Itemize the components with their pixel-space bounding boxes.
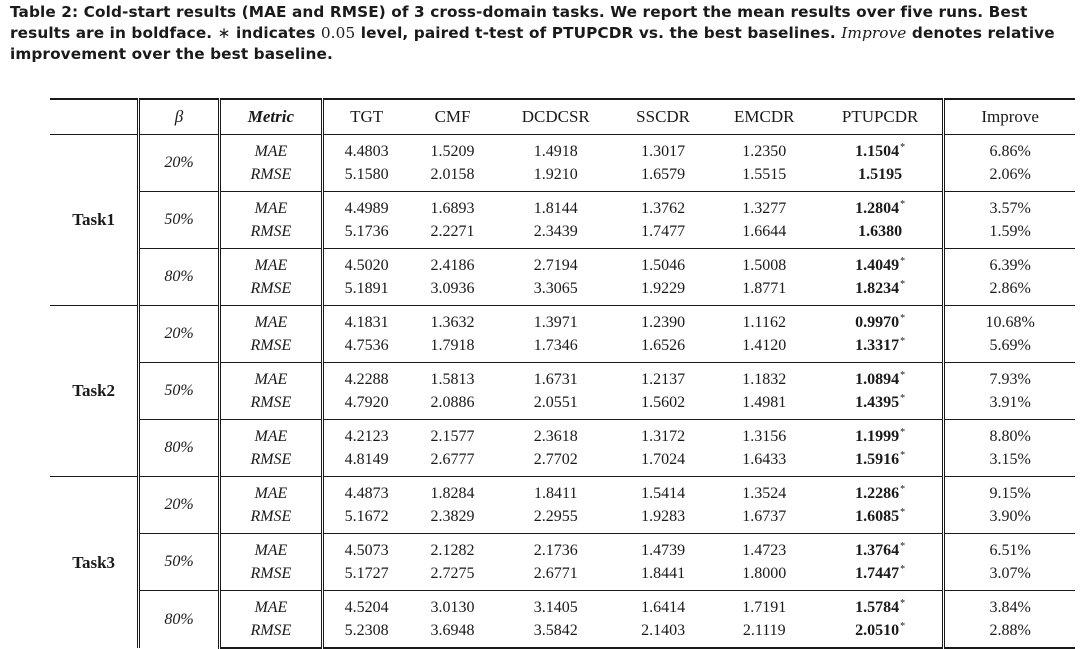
caption-star: ∗ bbox=[217, 24, 231, 42]
value-cell: 1.7346 bbox=[533, 336, 578, 354]
value-cell: 1.3762 bbox=[616, 192, 711, 221]
metric-label: MAE bbox=[219, 534, 322, 563]
best-value-cell bbox=[818, 277, 944, 306]
improve-cell: 3.07% bbox=[989, 564, 1031, 582]
table-row bbox=[50, 249, 1075, 278]
best-value: 1.5195 bbox=[858, 165, 903, 183]
value-cell: 5.2308 bbox=[322, 619, 409, 648]
value-cell: 4.2123 bbox=[322, 420, 409, 449]
value-cell: 4.4873 bbox=[322, 477, 409, 506]
value-cell: 3.3065 bbox=[533, 279, 578, 297]
metric-label: MAE bbox=[219, 477, 322, 506]
value-cell: 4.4989 bbox=[322, 192, 409, 221]
best-value: 1.0894 bbox=[855, 371, 900, 388]
best-value: 1.1504 bbox=[855, 143, 900, 160]
value-cell: 1.6579 bbox=[641, 165, 686, 183]
beta-value: 80% bbox=[139, 420, 220, 477]
best-value-cell bbox=[818, 306, 944, 335]
caption-improve-word: Improve bbox=[841, 24, 907, 42]
caption-level: 0.05 bbox=[320, 24, 356, 42]
value-cell: 1.8411 bbox=[496, 477, 616, 506]
value-cell: 1.7477 bbox=[641, 222, 686, 240]
value-cell: 5.1580 bbox=[344, 165, 389, 183]
value-cell: 1.4120 bbox=[742, 336, 787, 354]
value-cell: 4.4803 bbox=[344, 142, 389, 160]
metric-label: MAE bbox=[219, 420, 322, 449]
value-cell: 1.3632 bbox=[409, 306, 496, 335]
caption-text-2: indicates bbox=[230, 24, 321, 42]
metric-label: MAE bbox=[219, 591, 322, 620]
task-label: Task2 bbox=[50, 306, 139, 477]
best-value: 1.3317 bbox=[855, 337, 900, 354]
value-cell: 1.8000 bbox=[742, 564, 787, 582]
best-value: 1.5784 bbox=[855, 599, 900, 616]
value-cell: 2.7702 bbox=[533, 450, 578, 468]
metric-label: RMSE bbox=[219, 163, 322, 192]
best-value-cell bbox=[818, 477, 944, 506]
best-value-cell bbox=[818, 192, 944, 221]
value-cell: 1.9229 bbox=[641, 279, 686, 297]
task-label: Task3 bbox=[50, 477, 139, 649]
value-cell: 3.6948 bbox=[409, 619, 496, 648]
table-caption bbox=[10, 2, 1074, 65]
improve-cell: 2.86% bbox=[989, 279, 1031, 297]
best-value: 1.3764 bbox=[855, 542, 900, 559]
value-cell: 1.5008 bbox=[711, 249, 818, 278]
improve-cell: 6.86% bbox=[989, 142, 1031, 160]
value-cell: 1.9210 bbox=[533, 165, 578, 183]
best-value-cell bbox=[818, 363, 944, 392]
value-cell: 2.1282 bbox=[409, 534, 496, 563]
value-cell: 1.3971 bbox=[496, 306, 616, 335]
value-cell: 1.1832 bbox=[711, 363, 818, 392]
header-improve: Improve bbox=[944, 99, 1075, 135]
improve-cell: 1.59% bbox=[989, 222, 1031, 240]
metric-label: RMSE bbox=[219, 562, 322, 591]
metric-label: MAE bbox=[219, 306, 322, 335]
significance-mark: * bbox=[900, 256, 906, 267]
value-cell: 2.3439 bbox=[533, 222, 578, 240]
value-cell: 2.4186 bbox=[409, 249, 496, 278]
value-cell: 2.6777 bbox=[430, 450, 475, 468]
caption-text-3: level, paired t-test of PTUPCDR vs. the best baselines. bbox=[355, 24, 842, 42]
header-row bbox=[50, 99, 1075, 135]
value-cell: 1.5515 bbox=[742, 165, 787, 183]
significance-mark: * bbox=[900, 427, 906, 438]
value-cell: 1.4918 bbox=[533, 142, 578, 160]
value-cell: 5.1736 bbox=[344, 222, 389, 240]
header-metric: Metric bbox=[219, 99, 322, 135]
significance-mark: * bbox=[900, 336, 906, 347]
significance-mark: * bbox=[900, 370, 906, 381]
value-cell: 2.0551 bbox=[533, 393, 578, 411]
table-row bbox=[50, 534, 1075, 563]
value-cell: 2.7194 bbox=[496, 249, 616, 278]
best-value-cell bbox=[818, 249, 944, 278]
metric-label: MAE bbox=[219, 363, 322, 392]
best-value: 1.1999 bbox=[855, 428, 900, 445]
value-cell: 4.5020 bbox=[322, 249, 409, 278]
results-table bbox=[50, 98, 1075, 649]
header-model-cmf: CMF bbox=[409, 99, 496, 135]
value-cell: 1.8771 bbox=[742, 279, 787, 297]
significance-mark: * bbox=[900, 142, 906, 153]
metric-label: RMSE bbox=[219, 505, 322, 534]
significance-mark: * bbox=[900, 598, 906, 609]
value-cell: 2.2955 bbox=[533, 507, 578, 525]
value-cell: 1.4723 bbox=[711, 534, 818, 563]
value-cell: 1.8441 bbox=[641, 564, 686, 582]
beta-value: 20% bbox=[139, 135, 220, 192]
improve-cell: 3.15% bbox=[989, 450, 1031, 468]
value-cell: 5.1727 bbox=[344, 564, 389, 582]
value-cell: 1.9283 bbox=[641, 507, 686, 525]
table-row bbox=[50, 477, 1075, 506]
value-cell: 1.5414 bbox=[616, 477, 711, 506]
best-value: 0.9970 bbox=[855, 314, 900, 331]
value-cell: 4.8149 bbox=[344, 450, 389, 468]
value-cell: 1.6414 bbox=[616, 591, 711, 620]
best-value-cell bbox=[818, 420, 944, 449]
improve-cell: 2.06% bbox=[989, 165, 1031, 183]
value-cell: 1.7024 bbox=[641, 450, 686, 468]
value-cell: 1.3172 bbox=[616, 420, 711, 449]
significance-mark: * bbox=[900, 507, 906, 518]
value-cell: 1.5046 bbox=[616, 249, 711, 278]
value-cell: 3.0130 bbox=[409, 591, 496, 620]
value-cell: 1.6731 bbox=[496, 363, 616, 392]
significance-mark: * bbox=[900, 564, 906, 575]
header-model-ptupcdr: PTUPCDR bbox=[818, 99, 944, 135]
improve-cell: 10.68% bbox=[944, 306, 1075, 335]
caption-text-4: denotes relative improvement over the best baseline. bbox=[10, 24, 1055, 63]
best-value: 1.4049 bbox=[855, 257, 900, 274]
best-value: 2.0510 bbox=[855, 622, 900, 639]
beta-value: 20% bbox=[139, 306, 220, 363]
improve-cell: 8.80% bbox=[944, 420, 1075, 449]
best-value-cell bbox=[818, 391, 944, 420]
beta-value: 80% bbox=[139, 249, 220, 306]
value-cell: 1.7191 bbox=[711, 591, 818, 620]
value-cell: 4.1831 bbox=[322, 306, 409, 335]
value-cell: 2.7275 bbox=[430, 564, 475, 582]
value-cell: 1.3156 bbox=[711, 420, 818, 449]
value-cell: 1.8144 bbox=[496, 192, 616, 221]
best-value-cell bbox=[818, 534, 944, 563]
best-value: 1.4395 bbox=[855, 394, 900, 411]
improve-cell: 3.84% bbox=[944, 591, 1075, 620]
value-cell: 4.7920 bbox=[344, 393, 389, 411]
best-value-cell bbox=[818, 448, 944, 477]
best-value: 1.6085 bbox=[855, 508, 900, 525]
metric-label: RMSE bbox=[219, 619, 322, 648]
value-cell: 1.2390 bbox=[616, 306, 711, 335]
value-cell: 1.2137 bbox=[616, 363, 711, 392]
improve-cell: 5.69% bbox=[989, 336, 1031, 354]
value-cell: 1.8284 bbox=[409, 477, 496, 506]
best-value-cell bbox=[818, 135, 944, 164]
improve-cell: 6.39% bbox=[944, 249, 1075, 278]
value-cell: 2.1736 bbox=[496, 534, 616, 563]
value-cell: 4.5204 bbox=[322, 591, 409, 620]
value-cell: 2.0886 bbox=[430, 393, 475, 411]
value-cell: 1.5602 bbox=[641, 393, 686, 411]
value-cell: 1.6526 bbox=[641, 336, 686, 354]
table-body bbox=[50, 135, 1075, 649]
table-row bbox=[50, 135, 1075, 164]
best-value-cell bbox=[818, 220, 944, 249]
value-cell: 2.0158 bbox=[430, 165, 475, 183]
beta-value: 50% bbox=[139, 363, 220, 420]
best-value-cell bbox=[818, 505, 944, 534]
value-cell: 1.3524 bbox=[711, 477, 818, 506]
metric-label: RMSE bbox=[219, 334, 322, 363]
best-value: 1.7447 bbox=[855, 565, 900, 582]
improve-cell: 2.88% bbox=[944, 619, 1075, 648]
metric-label: RMSE bbox=[219, 391, 322, 420]
best-value: 1.8234 bbox=[855, 280, 900, 297]
improve-cell: 3.90% bbox=[989, 507, 1031, 525]
results-table-wrapper bbox=[50, 98, 1075, 639]
value-cell: 2.2271 bbox=[430, 222, 475, 240]
header-model-tgt: TGT bbox=[322, 99, 409, 135]
value-cell: 2.3829 bbox=[430, 507, 475, 525]
improve-cell: 3.91% bbox=[989, 393, 1031, 411]
value-cell: 1.6433 bbox=[742, 450, 787, 468]
header-task bbox=[50, 99, 139, 135]
best-value-cell bbox=[818, 591, 944, 620]
header-beta: β bbox=[139, 99, 220, 135]
table-row bbox=[50, 192, 1075, 221]
header-model-sscdr: SSCDR bbox=[616, 99, 711, 135]
best-value-cell bbox=[818, 334, 944, 363]
best-value-cell bbox=[818, 562, 944, 591]
best-value: 1.2804 bbox=[855, 200, 900, 217]
significance-mark: * bbox=[900, 313, 906, 324]
significance-mark: * bbox=[900, 393, 906, 404]
value-cell: 1.1162 bbox=[711, 306, 818, 335]
beta-value: 50% bbox=[139, 192, 220, 249]
improve-cell: 3.57% bbox=[944, 192, 1075, 221]
header-model-emcdr: EMCDR bbox=[711, 99, 818, 135]
metric-label: RMSE bbox=[219, 448, 322, 477]
value-cell: 1.5813 bbox=[409, 363, 496, 392]
value-cell: 1.3017 bbox=[641, 142, 686, 160]
metric-label: RMSE bbox=[219, 277, 322, 306]
value-cell: 2.6771 bbox=[533, 564, 578, 582]
significance-mark: * bbox=[900, 199, 906, 210]
value-cell: 4.7536 bbox=[344, 336, 389, 354]
best-value: 1.6380 bbox=[858, 222, 903, 240]
metric-label: MAE bbox=[219, 249, 322, 278]
significance-mark: * bbox=[900, 484, 906, 495]
value-cell: 5.1672 bbox=[344, 507, 389, 525]
value-cell: 4.5073 bbox=[322, 534, 409, 563]
task-label: Task1 bbox=[50, 135, 139, 306]
value-cell: 1.7918 bbox=[430, 336, 475, 354]
best-value-cell bbox=[818, 163, 944, 192]
value-cell: 1.4739 bbox=[616, 534, 711, 563]
significance-mark: * bbox=[900, 450, 906, 461]
value-cell: 1.2350 bbox=[742, 142, 787, 160]
beta-value: 80% bbox=[139, 591, 220, 649]
value-cell: 1.6737 bbox=[742, 507, 787, 525]
value-cell: 1.4981 bbox=[742, 393, 787, 411]
value-cell: 3.1405 bbox=[496, 591, 616, 620]
value-cell: 2.1403 bbox=[616, 619, 711, 648]
metric-label: MAE bbox=[219, 192, 322, 221]
table-row bbox=[50, 363, 1075, 392]
value-cell: 2.1119 bbox=[711, 619, 818, 648]
value-cell: 3.5842 bbox=[496, 619, 616, 648]
best-value: 1.5916 bbox=[855, 451, 900, 468]
table-row bbox=[50, 420, 1075, 449]
value-cell: 1.6644 bbox=[742, 222, 787, 240]
caption-text-1: Table 2: Cold-start results (MAE and RMSE) of 3 cross-domain tasks. We report the mean results over five runs. Best results are in boldface. bbox=[10, 3, 1028, 42]
value-cell: 2.1577 bbox=[409, 420, 496, 449]
significance-mark: * bbox=[900, 279, 906, 290]
value-cell: 1.5209 bbox=[430, 142, 475, 160]
improve-cell: 7.93% bbox=[944, 363, 1075, 392]
value-cell: 1.6893 bbox=[409, 192, 496, 221]
value-cell: 1.3277 bbox=[711, 192, 818, 221]
metric-label: MAE bbox=[219, 135, 322, 164]
improve-cell: 9.15% bbox=[944, 477, 1075, 506]
best-value: 1.2286 bbox=[855, 485, 900, 502]
value-cell: 3.0936 bbox=[430, 279, 475, 297]
metric-label: RMSE bbox=[219, 220, 322, 249]
improve-cell: 6.51% bbox=[944, 534, 1075, 563]
beta-value: 20% bbox=[139, 477, 220, 534]
table-row bbox=[50, 306, 1075, 335]
header-model-dcdcsr: DCDCSR bbox=[496, 99, 616, 135]
value-cell: 5.1891 bbox=[344, 279, 389, 297]
beta-value: 50% bbox=[139, 534, 220, 591]
value-cell: 4.2288 bbox=[322, 363, 409, 392]
significance-mark: * bbox=[900, 541, 906, 552]
table-row bbox=[50, 591, 1075, 620]
value-cell: 2.3618 bbox=[496, 420, 616, 449]
significance-mark: * bbox=[900, 621, 906, 632]
